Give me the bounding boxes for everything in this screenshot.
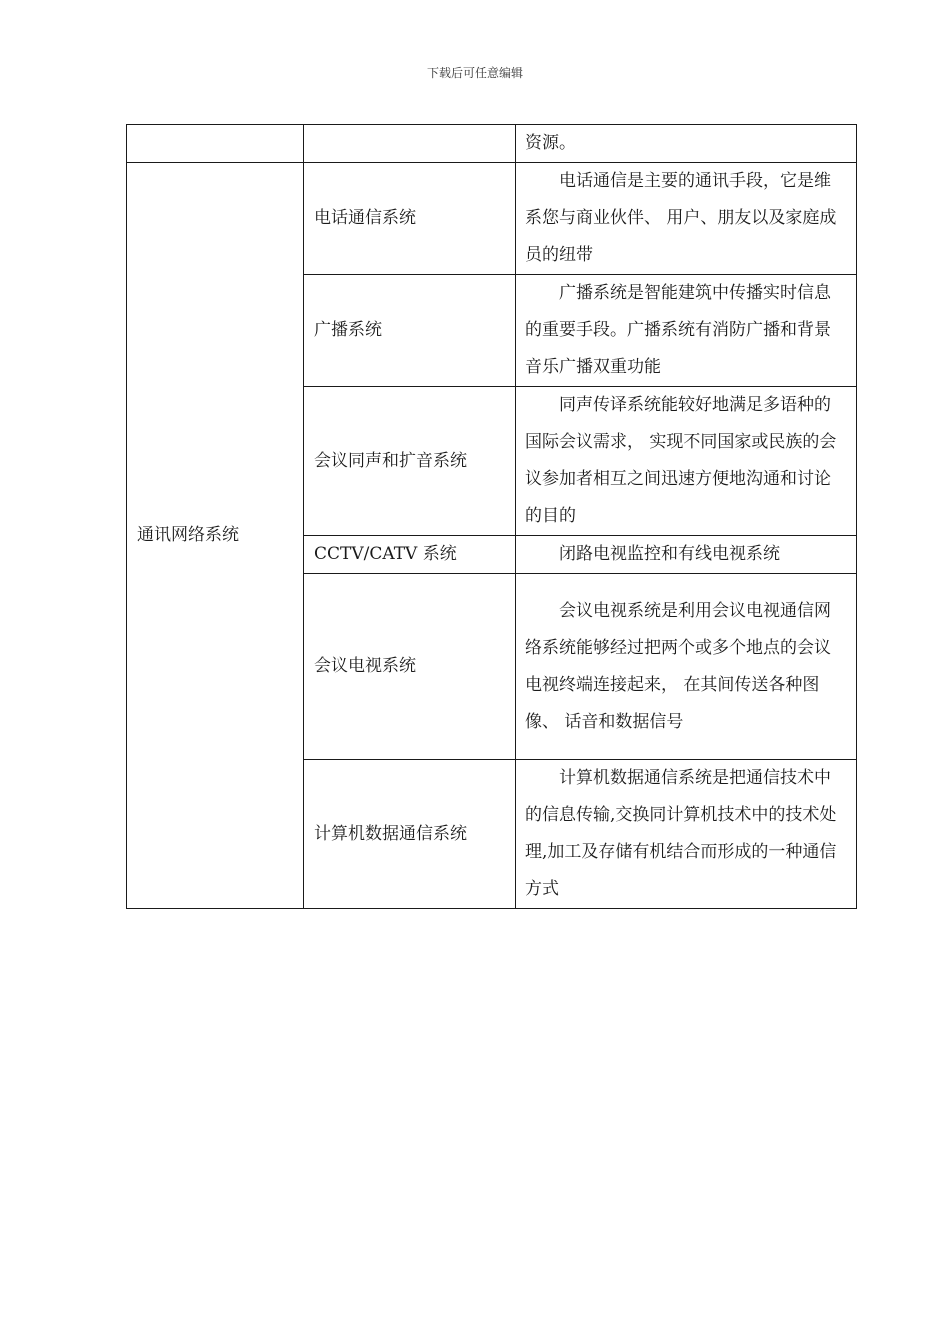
table-row [127, 125, 857, 163]
description-text: 广播系统是智能建筑中传播实时信息的重要手段。广播系统有消防广播和背景音乐广播双重功能 [525, 283, 831, 377]
table-cell-group-category: 通讯网络系统 [127, 163, 304, 909]
table-row [127, 163, 857, 275]
table-cell-name: 电话通信系统 [304, 163, 516, 275]
description-text: 电话通信是主要的通讯手段，它是维系您与商业伙伴、 用户、朋友以及家庭成员的纽带 [525, 171, 837, 265]
system-table [126, 124, 857, 909]
description-text: 同声传译系统能较好地满足多语种的国际会议需求， 实现不同国家或民族的会议参加者相互之间迅速方便地沟通和讨论的目的 [525, 395, 837, 526]
table-cell-description [516, 387, 857, 536]
table-cell-description [516, 760, 857, 909]
table-cell-description [516, 536, 857, 574]
description-text: 资源。 [525, 133, 576, 153]
table-cell-name: 会议电视系统 [304, 574, 516, 760]
table-cell-name: CCTV/CATV 系统 [304, 536, 516, 574]
table-cell-name [304, 125, 516, 163]
description-text: 会议电视系统是利用会议电视通信网络系统能够经过把两个或多个地点的会议电视终端连接起来， 在其间传送各种图像、 话音和数据信号 [525, 600, 831, 732]
table-cell-description [516, 163, 857, 275]
table-cell-name: 会议同声和扩音系统 [304, 387, 516, 536]
table-cell-category [127, 125, 304, 163]
table-cell-name: 计算机数据通信系统 [304, 760, 516, 909]
table-cell-description [516, 275, 857, 387]
table-cell-name: 广播系统 [304, 275, 516, 387]
table-cell-description [516, 574, 857, 760]
page-header: 下载后可任意编辑 [426, 66, 523, 80]
description-text: 闭路电视监控和有线电视系统 [559, 544, 780, 564]
description-text: 计算机数据通信系统是把通信技术中的信息传输,交换同计算机技术中的技术处理,加工及存储有机结合而形成的一种通信方式 [525, 768, 837, 899]
table-cell-description [516, 125, 857, 163]
